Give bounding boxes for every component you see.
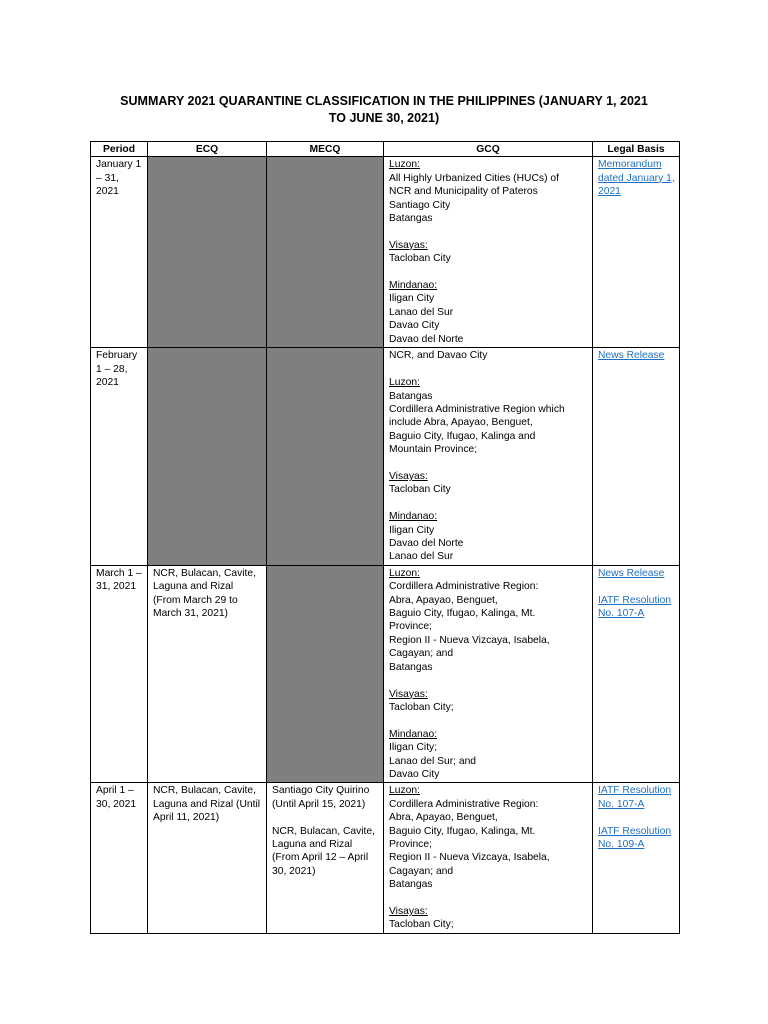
gcq-line: Davao City bbox=[389, 320, 440, 332]
region-heading-luzon: Luzon: bbox=[389, 377, 420, 389]
legal-basis-cell bbox=[593, 348, 680, 565]
gcq-line: Batangas bbox=[389, 213, 433, 225]
gcq-line: Batangas bbox=[389, 390, 433, 402]
region-heading-visayas: Visayas: bbox=[389, 239, 428, 251]
region-heading-luzon: Luzon: bbox=[389, 785, 420, 797]
region-heading-mindanao: Mindanao: bbox=[389, 280, 438, 292]
gcq-line: Province; bbox=[389, 621, 432, 633]
gcq-line: Iligan City; bbox=[389, 742, 438, 754]
gcq-line: NCR and Municipality of Pateros bbox=[389, 186, 538, 198]
link-iatf-109a[interactable]: IATF Resolution No. 109-A bbox=[598, 825, 672, 850]
mecq-cell-empty bbox=[267, 348, 384, 565]
region-heading-visayas: Visayas: bbox=[389, 471, 428, 483]
link-iatf-107a[interactable]: IATF Resolution No. 107-A bbox=[598, 785, 672, 810]
region-heading-visayas: Visayas: bbox=[389, 905, 428, 917]
gcq-line: Tacloban City; bbox=[389, 701, 454, 713]
gcq-line: Region II - Nueva Vizcaya, Isabela, bbox=[389, 852, 550, 864]
gcq-line: Cordillera Administrative Region: bbox=[389, 798, 539, 810]
gcq-line: Batangas bbox=[389, 879, 433, 891]
gcq-line: Cagayan; and bbox=[389, 648, 454, 660]
link-memorandum[interactable]: Memorandum dated January 1, 2021 bbox=[598, 159, 675, 198]
link-iatf-107a[interactable]: IATF Resolution No. 107-A bbox=[598, 594, 672, 620]
gcq-line: Santiago City bbox=[389, 199, 451, 211]
gcq-line: Baguio City, Ifugao, Kalinga and bbox=[389, 430, 536, 442]
header-mecq: MECQ bbox=[267, 142, 384, 157]
gcq-line: include Abra, Apayao, Benguet, bbox=[389, 417, 533, 429]
period-cell: April 1 – 30, 2021 bbox=[91, 783, 148, 933]
ecq-cell-empty bbox=[148, 348, 267, 565]
gcq-line: Iligan City bbox=[389, 293, 435, 305]
header-ecq: ECQ bbox=[148, 142, 267, 157]
gcq-line: Cordillera Administrative Region which bbox=[389, 404, 565, 416]
gcq-line: Tacloban City bbox=[389, 253, 451, 265]
document-title bbox=[80, 93, 688, 127]
table-header-row bbox=[91, 142, 680, 157]
gcq-cell bbox=[384, 565, 593, 782]
table-row bbox=[91, 565, 680, 782]
ecq-cell: NCR, Bulacan, Cavite, Laguna and Rizal (From March 29 to March 31, 2021) bbox=[148, 565, 267, 782]
gcq-line: Abra, Apayao, Benguet, bbox=[389, 812, 498, 824]
legal-basis-cell bbox=[593, 565, 680, 782]
legal-basis-cell bbox=[593, 157, 680, 348]
region-heading-luzon: Luzon: bbox=[389, 567, 420, 579]
gcq-line: NCR, and Davao City bbox=[389, 350, 488, 362]
ecq-cell: NCR, Bulacan, Cavite, Laguna and Rizal (Until April 11, 2021) bbox=[148, 783, 267, 933]
header-period: Period bbox=[91, 142, 148, 157]
ecq-cell-empty bbox=[148, 157, 267, 348]
gcq-line: Davao del Norte bbox=[389, 333, 464, 345]
gcq-cell bbox=[384, 157, 593, 348]
gcq-line: Tacloban City; bbox=[389, 919, 454, 931]
mecq-cell-empty bbox=[267, 157, 384, 348]
gcq-line: All Highly Urbanized Cities (HUCs) of bbox=[389, 172, 559, 184]
region-heading-mindanao: Mindanao: bbox=[389, 728, 438, 740]
link-news-release[interactable]: News Release bbox=[598, 567, 665, 579]
gcq-line: Abra, Apayao, Benguet, bbox=[389, 594, 498, 606]
gcq-line: Tacloban City bbox=[389, 484, 451, 496]
period-cell: January 1 – 31, 2021 bbox=[91, 157, 148, 348]
gcq-line: Cagayan; and bbox=[389, 865, 454, 877]
mecq-paragraph: NCR, Bulacan, Cavite, Laguna and Rizal (From April 12 – April 30, 2021) bbox=[272, 825, 376, 877]
quarantine-table bbox=[90, 141, 680, 934]
link-news-release[interactable]: News Release bbox=[598, 350, 665, 362]
mecq-cell-empty bbox=[267, 565, 384, 782]
table-row bbox=[91, 783, 680, 933]
gcq-line: Province; bbox=[389, 838, 432, 850]
header-legal-basis: Legal Basis bbox=[593, 142, 680, 157]
gcq-cell bbox=[384, 348, 593, 565]
gcq-line: Mountain Province; bbox=[389, 444, 478, 456]
gcq-line: Lanao del Sur bbox=[389, 551, 454, 563]
gcq-line: Lanao del Sur; and bbox=[389, 755, 477, 767]
gcq-line: Iligan City bbox=[389, 524, 435, 536]
table-row bbox=[91, 157, 680, 348]
region-heading-mindanao: Mindanao: bbox=[389, 511, 438, 523]
gcq-line: Lanao del Sur bbox=[389, 306, 454, 318]
mecq-cell bbox=[267, 783, 384, 933]
header-gcq: GCQ bbox=[384, 142, 593, 157]
period-cell: February 1 – 28, 2021 bbox=[91, 348, 148, 565]
gcq-line: Davao City bbox=[389, 768, 440, 780]
gcq-line: Batangas bbox=[389, 661, 433, 673]
table-row bbox=[91, 348, 680, 565]
gcq-line: Cordillera Administrative Region: bbox=[389, 581, 539, 593]
title-line-2: TO JUNE 30, 2021) bbox=[328, 111, 440, 125]
region-heading-visayas: Visayas: bbox=[389, 688, 428, 700]
gcq-cell bbox=[384, 783, 593, 933]
gcq-line: Region II - Nueva Vizcaya, Isabela, bbox=[389, 634, 550, 646]
gcq-line: Baguio City, Ifugao, Kalinga, Mt. bbox=[389, 825, 536, 837]
period-cell: March 1 – 31, 2021 bbox=[91, 565, 148, 782]
region-heading-luzon: Luzon: bbox=[389, 159, 420, 171]
gcq-line: Baguio City, Ifugao, Kalinga, Mt. bbox=[389, 608, 536, 620]
gcq-line: Davao del Norte bbox=[389, 538, 464, 550]
legal-basis-cell bbox=[593, 783, 680, 933]
mecq-paragraph: Santiago City Quirino (Until April 15, 2021) bbox=[272, 785, 370, 810]
title-line-1: SUMMARY 2021 QUARANTINE CLASSIFICATION IN THE PHILIPPINES (JANUARY 1, 2021 bbox=[120, 94, 648, 108]
